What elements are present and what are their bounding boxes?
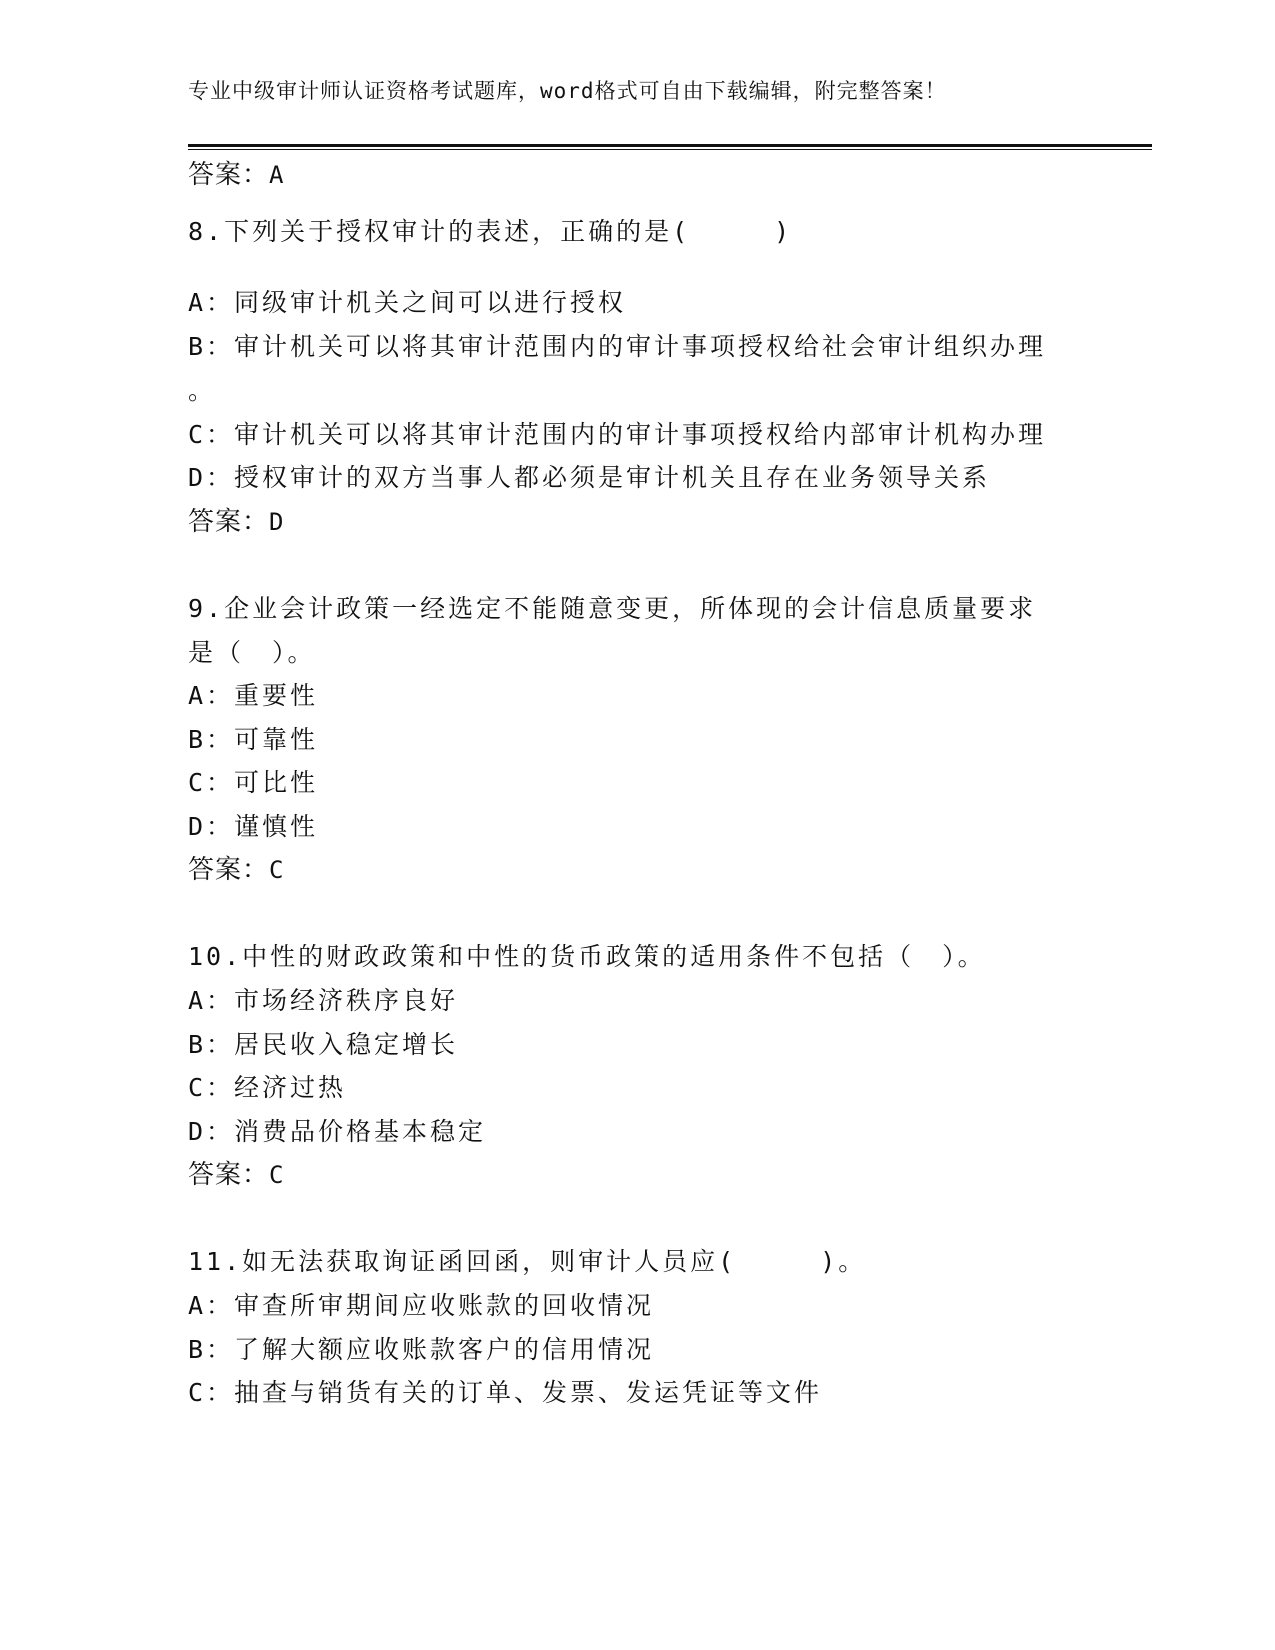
- question-9-option-d: D：谨慎性: [188, 812, 319, 841]
- question-11-option-a: A：审查所审期间应收账款的回收情况: [188, 1291, 655, 1320]
- question-11-stem: 11.如无法获取询证函回函，则审计人员应( )。: [188, 1247, 867, 1276]
- question-8-option-d: D：授权审计的双方当事人都必须是审计机关且存在业务领导关系: [188, 463, 991, 492]
- question-8-stem: 8.下列关于授权审计的表述，正确的是( ): [188, 217, 793, 246]
- answer-q8: [188, 505, 284, 539]
- answer-value: D: [269, 508, 285, 536]
- answer-value: C: [269, 1161, 285, 1189]
- question-8-option-b: B：审计机关可以将其审计范围内的审计事项授权给社会审计组织办理: [188, 332, 1047, 361]
- answer-q7: [188, 158, 284, 192]
- answer-value: A: [269, 161, 285, 189]
- answer-q9: [188, 853, 284, 887]
- question-8-option-a: A：同级审计机关之间可以进行授权: [188, 288, 627, 317]
- header-divider: [188, 144, 1152, 147]
- answer-value: C: [269, 856, 285, 884]
- question-10-option-d: D：消费品价格基本稳定: [188, 1117, 487, 1146]
- question-10-option-b: B：居民收入稳定增长: [188, 1030, 459, 1059]
- question-8-option-c: C：审计机关可以将其审计范围内的审计事项授权给内部审计机构办理: [188, 420, 1047, 449]
- question-9-option-c: C：可比性: [188, 768, 319, 797]
- question-10-option-a: A：市场经济秩序良好: [188, 986, 459, 1015]
- question-11-option-b: B：了解大额应收账款客户的信用情况: [188, 1335, 655, 1364]
- question-9-option-a: A：重要性: [188, 681, 319, 710]
- answer-q10: [188, 1158, 284, 1192]
- header-note: 专业中级审计师认证资格考试题库，word格式可自由下载编辑，附完整答案！: [188, 79, 947, 103]
- question-10-stem: 10.中性的财政政策和中性的货币政策的适用条件不包括（ ）。: [188, 942, 986, 971]
- answer-label: 答案：: [188, 507, 270, 537]
- answer-label: 答案：: [188, 855, 270, 885]
- question-9-option-b: B：可靠性: [188, 725, 319, 754]
- header-divider-thin: [188, 149, 1152, 150]
- question-10-option-c: C：经济过热: [188, 1073, 347, 1102]
- answer-label: 答案：: [188, 160, 270, 190]
- question-9-stem-cont: 是（ ）。: [188, 638, 316, 667]
- question-11-option-c: C：抽查与销货有关的订单、发票、发运凭证等文件: [188, 1378, 823, 1407]
- question-8-option-b-cont: 。: [188, 376, 217, 405]
- question-9-stem: 9.企业会计政策一经选定不能随意变更，所体现的会计信息质量要求: [188, 594, 1037, 623]
- answer-label: 答案：: [188, 1160, 270, 1190]
